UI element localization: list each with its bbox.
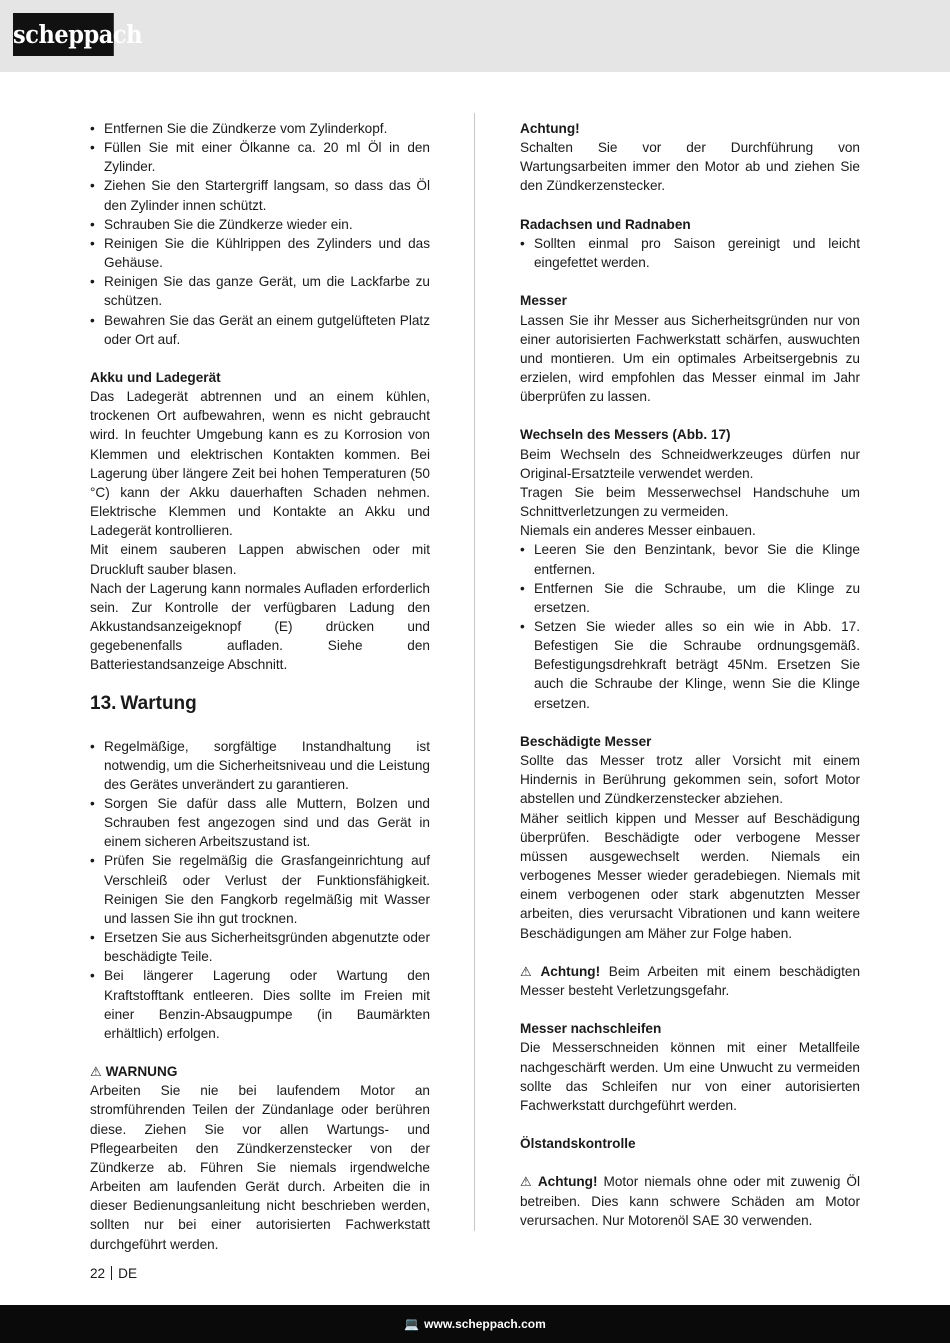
achtung-label: Achtung!: [537, 1174, 598, 1190]
maintenance-bullet-list: [90, 737, 430, 1044]
list-item: • Sorgen Sie dafür dass alle Muttern, Bolzen und Schrauben fest angezogen sind und das Gerät in einem sicheren Arbeitszustand ist.: [90, 794, 430, 851]
nachschleifen-paragraph: Die Messerschneiden können mit einer Metallfeile nachgeschärft werden. Um eine Unwucht zu vermeiden sollte das Schleifen nur von einer autorisierten Fachwerkstatt durchgeführt werden.: [520, 1040, 860, 1113]
wechseln-paragraph: Beim Wechseln des Schneidwerkzeuges dürfen nur Original-Ersatzteile verwendet werden.: [520, 446, 860, 481]
website-link[interactable]: www.scheppach.com: [424, 1317, 546, 1331]
list-item: • Reinigen Sie das ganze Gerät, um die Lackfarbe zu schützen.: [90, 272, 430, 310]
radachsen-heading: Radachsen und Radnaben: [520, 216, 691, 232]
computer-icon: 💻: [404, 1317, 420, 1331]
warning-triangle-icon: ⚠: [520, 1174, 534, 1190]
wechseln-paragraph: Tragen Sie beim Messerwechsel Handschuhe um Schnittverletzungen zu vermeiden.: [520, 484, 860, 520]
achtung-label: Achtung!: [540, 963, 601, 979]
messer-paragraph: Lassen Sie ihr Messer aus Sicherheitsgründen nur von einer autorisierten Fachwerkstatt schärfen, auswuchten und montieren. Um ein optimales Arbeitsergebnis zu erzielen, wird empfohlen das Messer einmal im Jahr überprüfen zu lassen.: [520, 312, 860, 405]
column-divider: [474, 113, 475, 1231]
list-item: • Ziehen Sie den Startergriff langsam, so dass das Öl den Zylinder innen schützt.: [90, 176, 430, 214]
wechseln-paragraph: Niemals ein anderes Messer einbauen.: [520, 523, 756, 539]
list-item: • Regelmäßige, sorgfältige Instandhaltung ist notwendig, um die Sicherheitsniveau und die Leistung des Gerätes unverändert zu garantieren.: [90, 737, 430, 794]
oelstand-heading: Ölstandskontrolle: [520, 1136, 636, 1152]
warning-triangle-icon: ⚠: [90, 1064, 102, 1080]
list-item: • Füllen Sie mit einer Ölkanne ca. 20 ml Öl in den Zylinder.: [90, 138, 430, 176]
warnung-heading: WARNUNG: [105, 1064, 178, 1080]
list-item: • Entfernen Sie die Schraube, um die Klinge zu ersetzen.: [520, 579, 860, 617]
achtung-heading: Achtung!: [520, 121, 580, 136]
storage-bullet-list: [90, 119, 430, 349]
section-title: [90, 692, 430, 716]
beschaedigt-paragraph: Mäher seitlich kippen und Messer auf Beschädigung überprüfen. Beschädigte oder verbogene Messer müssen ausgewechselt werden. Niemals ein verbogenes Messer wieder geradebiegen. Niemals mit einem verbogenen oder stark abgenutzten Messer arbeiten, dies verursacht Vibrationen und kann weitere Beschädigungen am Mäher zur Folge haben.: [520, 810, 860, 941]
beschaedigt-heading: Beschädigte Messer: [520, 733, 652, 749]
list-item: • Schrauben Sie die Zündkerze wieder ein.: [90, 215, 430, 234]
beschaedigt-paragraph: Sollte das Messer trotz aller Vorsicht mit einem Hindernis in Berührung gekommen sein, sofort Motor abstellen und Zündkerzenstecker abziehen.: [520, 753, 860, 807]
list-item: • Bewahren Sie das Gerät an einem gutgelüfteten Platz oder Ort auf.: [90, 311, 430, 349]
warnung-heading-row: [90, 1062, 430, 1081]
list-item: • Entfernen Sie die Zündkerze vom Zylinderkopf.: [90, 119, 430, 138]
radachsen-bullet-list: [520, 234, 860, 272]
messer-heading: Messer: [520, 293, 567, 309]
akku-paragraph: Nach der Lagerung kann normales Aufladen erforderlich sein. Zur Kontrolle der verfügbaren Ladung den Akkustandsanzeigeknopf (E) drücken und gegebenenfalls aufladen. Siehe den Batteriestandsanzeige Abschnitt.: [90, 580, 430, 673]
achtung-notice: [520, 1172, 860, 1229]
header-band: [0, 0, 950, 72]
page-footer-number: [90, 1264, 137, 1283]
list-item: • Ersetzen Sie aus Sicherheitsgründen abgenutzte oder beschädigte Teile.: [90, 928, 430, 966]
section-number: 13.: [90, 692, 117, 714]
list-item: • Setzen Sie wieder alles so ein wie in Abb. 17. Befestigen Sie die Schraube ordnungsgemäß. Befestigungsdrehkraft beträgt 45Nm. Ersetzen Sie auch die Schraube der Klinge, wenn Sie die Klinge ersetzen.: [520, 617, 860, 713]
warning-triangle-icon: ⚠: [520, 963, 537, 979]
list-item: • Leeren Sie den Benzintank, bevor Sie die Klinge entfernen.: [520, 540, 860, 578]
left-column: [90, 119, 430, 1254]
wechseln-bullet-list: [520, 540, 860, 712]
wechseln-heading: Wechseln des Messers (Abb. 17): [520, 427, 731, 443]
achtung-notice-text: Motor niemals ohne oder mit zuwenig Öl betreiben. Dies kann schwere Schäden am Motor verursachen. Nur Motorenöl SAE 30 verwenden.: [520, 1174, 860, 1228]
nachschleifen-heading: Messer nachschleifen: [520, 1021, 662, 1037]
separator: [111, 1266, 112, 1280]
section-title-text: Wartung: [120, 692, 197, 714]
akku-paragraph: Das Ladegerät abtrennen und an einem kühlen, trockenen Ort aufbewahren, wenn es nicht gebraucht wird. In feuchter Umgebung kann es zu Korrosion von Klemmen und elektrischen Kontakten kommen. Bei Lagerung über längere Zeit bei hohen Temperaturen (50 °C) kann der Akku dauerhaften Schaden nehmen. Elektrische Klemmen und Kontakte an Akku und Ladegerät kontrollieren.: [90, 389, 430, 539]
list-item: • Sollten einmal pro Saison gereinigt und leicht eingefettet werden.: [520, 234, 860, 272]
akku-heading: Akku und Ladegerät: [90, 370, 221, 386]
list-item: • Bei längerer Lagerung oder Wartung den Kraftstofftank entleeren. Dies sollte im Freien mit einer Benzin-Absaugpumpe (in Baumärkten erhältlich) erfolgen.: [90, 966, 430, 1043]
list-item: • Prüfen Sie regelmäßig die Grasfangeinrichtung auf Verschleiß oder Verlust der Funktionsfähigkeit. Reinigen Sie den Fangkorb regelmäßig mit Wasser und lassen Sie ihn gut trocknen.: [90, 851, 430, 928]
warnung-paragraph: Arbeiten Sie nie bei laufendem Motor an stromführenden Teilen der Zündanlage oder berühren diese. Ziehen Sie vor allen Wartungs- und Pflegearbeiten den Zündkerzenstecker von der Zündkerze ab. Führen Sie niemals irgendwelche Arbeiten am laufenden Gerät durch. Arbeiten die in dieser Bedienungsanleitung nicht beschrieben werden, sollten nur bei einer autorisierten Fachwerkstatt durchgeführt werden.: [90, 1083, 430, 1252]
page-number: 22: [90, 1266, 106, 1281]
achtung-notice-text: Beim Arbeiten mit einem beschädigten Messer besteht Verletzungsgefahr.: [520, 963, 861, 998]
achtung-paragraph: Schalten Sie vor der Durchführung von Wartungsarbeiten immer den Motor ab und ziehen Sie den Zündkerzenstecker.: [520, 140, 860, 194]
list-item: • Reinigen Sie die Kühlrippen des Zylinders und das Gehäuse.: [90, 234, 430, 272]
language-code: DE: [118, 1266, 138, 1281]
scheppach-logo: scheppach: [13, 13, 114, 56]
footer-band: [0, 1305, 950, 1343]
achtung-notice: [520, 962, 860, 1000]
akku-paragraph: Mit einem sauberen Lappen abwischen oder mit Druckluft sauber blasen.: [90, 542, 430, 577]
right-column: [520, 119, 860, 1230]
